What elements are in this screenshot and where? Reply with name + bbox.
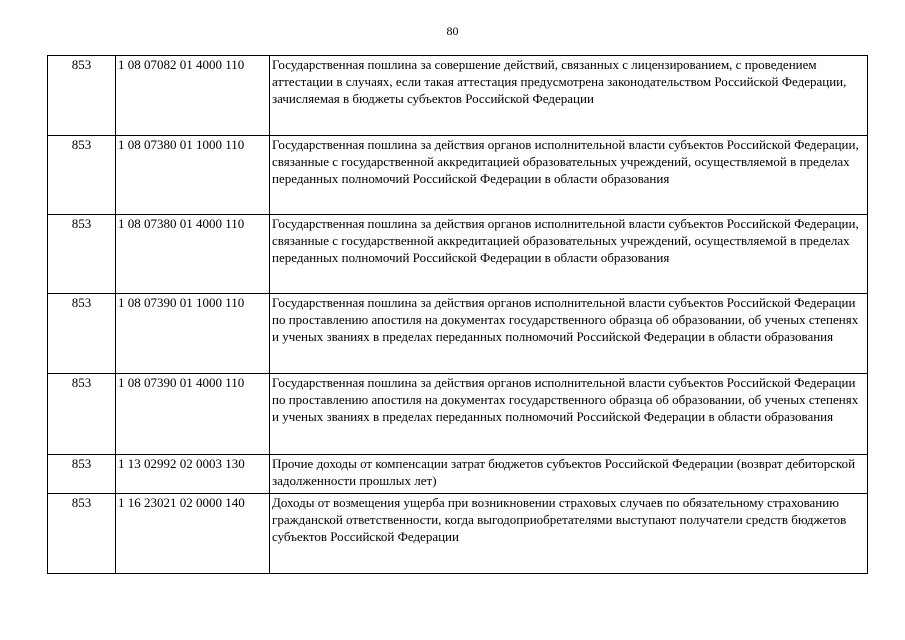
admin-code-cell: 853 <box>48 56 116 136</box>
table-row <box>48 455 868 494</box>
income-name-cell: Государственная пошлина за действия органов исполнительной власти субъектов Российской Федерации, связанные с государственной аккредитацией образовательных учреждений, осуществляемой в пределах переданных полномочий Российской Федерации в области образования <box>270 136 868 215</box>
income-name-cell: Государственная пошлина за действия органов исполнительной власти субъектов Российской Федерации, связанные с государственной аккредитацией образовательных учреждений, осуществляемой в пределах переданных полномочий Российской Федерации в области образования <box>270 215 868 294</box>
budget-code-cell: 1 08 07082 01 4000 110 <box>116 56 270 136</box>
admin-code-cell: 853 <box>48 215 116 294</box>
budget-code-cell: 1 16 23021 02 0000 140 <box>116 494 270 574</box>
budget-code-cell: 1 08 07390 01 1000 110 <box>116 294 270 374</box>
income-name-cell: Доходы от возмещения ущерба при возникновении страховых случаев по обязательному страхованию гражданской ответственности, когда выгодоприобретателями выступают получатели средств бюджетов субъектов Российской Федерации <box>270 494 868 574</box>
table-row <box>48 374 868 455</box>
admin-code-cell: 853 <box>48 455 116 494</box>
income-name-cell: Государственная пошлина за действия органов исполнительной власти субъектов Российской Федерации по проставлению апостиля на документах государственного образца об образовании, об ученых степенях и ученых званиях в пределах переданных полномочий Российской Федерации в области образования <box>270 294 868 374</box>
table-row <box>48 215 868 294</box>
budget-code-cell: 1 08 07380 01 4000 110 <box>116 215 270 294</box>
table-row <box>48 136 868 215</box>
admin-code-cell: 853 <box>48 494 116 574</box>
admin-code-cell: 853 <box>48 294 116 374</box>
admin-code-cell: 853 <box>48 136 116 215</box>
page-number: 80 <box>446 24 459 38</box>
budget-code-cell: 1 08 07390 01 4000 110 <box>116 374 270 455</box>
table-row <box>48 494 868 574</box>
budget-code-cell: 1 08 07380 01 1000 110 <box>116 136 270 215</box>
table-row <box>48 56 868 136</box>
table-row <box>48 294 868 374</box>
budget-code-table <box>47 55 868 574</box>
income-name-cell: Государственная пошлина за совершение действий, связанных с лицензированием, с проведением аттестации в случаях, если такая аттестация предусмотрена законодательством Российской Федерации, зачисляемая в бюджеты субъектов Российской Федерации <box>270 56 868 136</box>
budget-code-cell: 1 13 02992 02 0003 130 <box>116 455 270 494</box>
admin-code-cell: 853 <box>48 374 116 455</box>
income-name-cell: Государственная пошлина за действия органов исполнительной власти субъектов Российской Федерации по проставлению апостиля на документах государственного образца об образовании, об ученых степенях и ученых званиях в пределах переданных полномочий Российской Федерации в области образования <box>270 374 868 455</box>
income-name-cell: Прочие доходы от компенсации затрат бюджетов субъектов Российской Федерации (возврат дебиторской задолженности прошлых лет) <box>270 455 868 494</box>
